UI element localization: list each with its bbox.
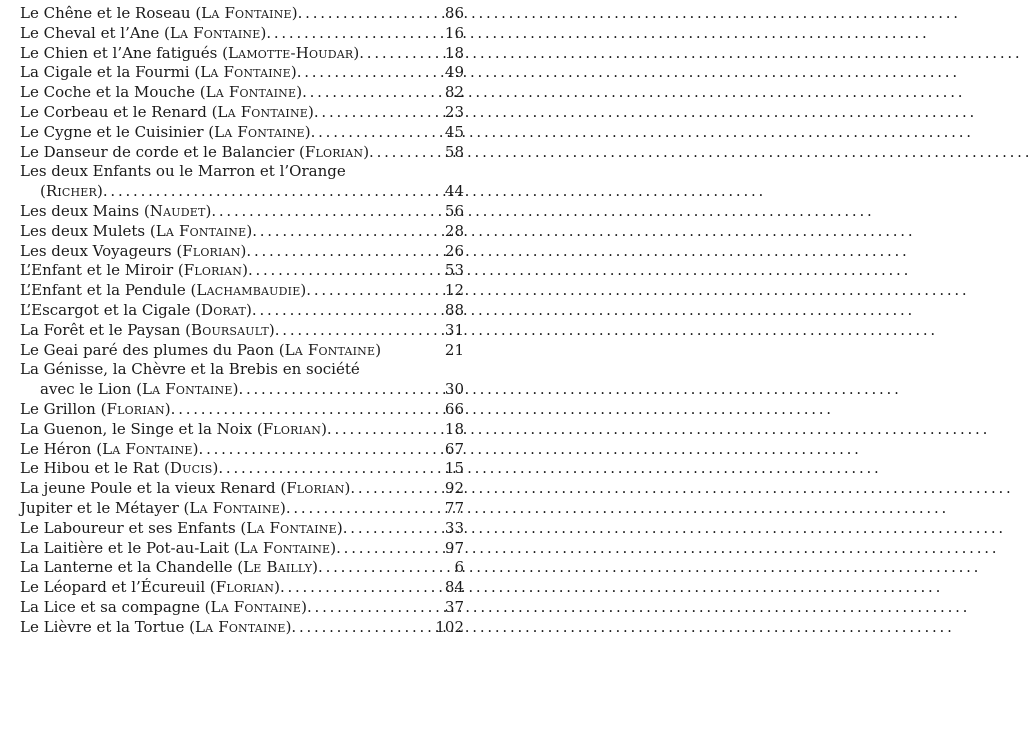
entry-page: 37 — [444, 597, 464, 616]
entry-title: Le Chien et l’Ane fatigués — [20, 43, 218, 62]
entry-page: 86 — [444, 4, 464, 22]
entry-title: Le Chêne et le Roseau — [20, 4, 191, 22]
index-entry: Le Lièvre et la Tortue (La Fontaine) . . . 102 — [20, 618, 468, 638]
entry-author: Florian — [304, 142, 364, 161]
entry-author: La Fontaine — [102, 439, 193, 458]
entry-page: 97 — [444, 538, 464, 557]
dot-leader — [248, 261, 424, 281]
dot-leader — [103, 182, 424, 202]
entry-title: Les deux Enfants ou le Marron et l’Orange — [20, 162, 346, 181]
entry-title: La Lice et sa compagne — [20, 597, 200, 616]
entry-title: Le Hibou et le Rat — [20, 459, 160, 478]
entry-author: La Fontaine — [155, 221, 247, 240]
entry-title: Le Coche et la Mouche — [20, 83, 195, 102]
dot-leader — [336, 539, 424, 559]
dot-leader — [286, 499, 424, 519]
entry-page: 45 — [444, 122, 464, 141]
entry-title: L’Escargot et la Cigale — [20, 300, 191, 319]
entry-page: 31 — [444, 320, 464, 339]
index-entry-line2: avec le Lion (La Fontaine) . . . 30 — [20, 380, 468, 400]
index-entry: Le Coche et la Mouche (La Fontaine) . . . 82 — [20, 83, 468, 103]
entry-author: La Fontaine — [200, 63, 291, 82]
dot-leader — [199, 440, 424, 460]
entry-page: 88 — [444, 300, 464, 319]
entry-page: 58 — [444, 142, 464, 161]
entry-page: 18 — [444, 419, 464, 438]
entry-page: 82 — [444, 83, 464, 102]
index-entry-line1 — [20, 360, 468, 380]
dot-leader — [291, 618, 424, 638]
entry-page: 77 — [444, 498, 464, 517]
entry-title: La Génisse, la Chèvre et la Brebis en société — [20, 360, 360, 379]
entry-title: L’Enfant et le Miroir — [20, 261, 174, 280]
entry-title: Les deux Mains — [20, 201, 140, 220]
entry-author: Florian — [262, 419, 322, 438]
dot-leader — [327, 420, 424, 440]
entry-author: La Fontaine — [246, 518, 337, 537]
dot-leader — [246, 242, 424, 262]
index-entry: Les deux Mains (Naudet) . . . 56 — [20, 202, 468, 222]
entry-author: Le Bailly — [243, 558, 313, 577]
entry-title: Les deux Voyageurs — [20, 241, 172, 260]
index-entry: Le Corbeau et le Renard (La Fontaine) . . . 23 — [20, 103, 468, 123]
entry-title: Le Corbeau et le Renard — [20, 102, 207, 121]
dot-leader — [280, 578, 424, 598]
entry-title: Le Grillon — [20, 399, 96, 418]
entry-author: Boursault — [191, 320, 269, 339]
index-entry: La Laitière et le Pot-au-Lait (La Fontaine) . . . 97 — [20, 539, 468, 559]
entry-title-continued: avec le Lion — [40, 380, 132, 399]
entry-title: Le Cygne et le Cuisinier — [20, 122, 204, 141]
entry-page: 23 — [444, 102, 464, 121]
entry-page: 15 — [444, 459, 464, 478]
entry-title: La Laitière et le Pot-au-Lait — [20, 538, 230, 557]
entry-page: 49 — [444, 63, 464, 82]
entry-author: Florian — [183, 261, 243, 280]
index-entry: Le Chien et l’Ane fatigués (Lamotte-Houdar) . . . 18 — [20, 44, 468, 64]
entry-title: La Lanterne et la Chandelle — [20, 558, 233, 577]
entry-title: Les deux Mulets — [20, 221, 146, 240]
entry-title: La Cigale et la Fourmi — [20, 63, 190, 82]
entry-page: 84 — [444, 578, 464, 597]
entry-author: Lachambaudie — [196, 281, 301, 300]
entry-page: 92 — [444, 479, 464, 498]
entry-title: La jeune Poule et la vieux Renard — [20, 479, 276, 498]
index-entry: Le Chêne et le Roseau (La Fontaine) . . . 86 — [20, 4, 468, 24]
entry-author: La Fontaine — [201, 4, 292, 22]
index-entry: La Forêt et le Paysan (Boursault) . . . 31 — [20, 321, 468, 341]
index-entry: Jupiter et le Métayer (La Fontaine) . . . 77 — [20, 499, 468, 519]
entry-author: La Fontaine — [214, 122, 305, 141]
entry-page: 18 — [444, 43, 464, 62]
index-entry: La jeune Poule et la vieux Renard (Florian) . . . 92 — [20, 479, 468, 499]
dot-leader — [350, 479, 424, 499]
dot-leader — [359, 44, 424, 64]
index-entry: Le Geai paré des plumes du Paon (La Fontaine) 21 — [20, 341, 468, 361]
entry-title: Le Geai paré des plumes du Paon — [20, 340, 274, 359]
entry-author: Florian — [215, 578, 275, 597]
entry-author: Lamotte-Houdar — [228, 43, 354, 62]
entry-author: Florian — [182, 241, 241, 260]
entry-page: 66 — [444, 399, 464, 418]
entry-title: Le Cheval et l’Ane — [20, 23, 160, 42]
entry-page: 53 — [444, 261, 464, 280]
entry-title: L’Enfant et la Pendule — [20, 281, 186, 300]
dot-leader — [298, 4, 424, 24]
entry-page: 56 — [444, 201, 464, 220]
entry-title: Le Léopard et l’Écureuil — [20, 578, 206, 597]
index-entry: La Lice et sa compagne (La Fontaine) . . . 37 — [20, 598, 468, 618]
dot-leader — [306, 281, 424, 301]
entry-page: 44 — [444, 182, 464, 201]
index-entry: Les deux Mulets (La Fontaine) . . . 28 — [20, 222, 468, 242]
entry-author: La Fontaine — [217, 102, 309, 121]
entry-author: Florian — [286, 479, 345, 498]
entry-author: Florian — [106, 399, 165, 418]
dot-leader — [302, 83, 424, 103]
dot-leader — [311, 123, 424, 143]
index-entry-line2: (Richer) . . . 44 — [20, 182, 468, 202]
index-entry: Le Cheval et l’Ane (La Fontaine) . . . 16 — [20, 24, 468, 44]
entry-title: La Guenon, le Singe et la Noix — [20, 419, 253, 438]
entry-title: Jupiter et le Métayer — [20, 498, 179, 517]
dot-leader — [218, 459, 424, 479]
dot-leader — [171, 400, 424, 420]
entry-author: Naudet — [149, 201, 206, 220]
entry-page: 16 — [444, 23, 464, 42]
entry-page: 30 — [444, 380, 464, 399]
dot-leader — [369, 143, 424, 163]
index-entry: Le Danseur de corde et le Balancier (Florian) . . . 58 — [20, 143, 468, 163]
dot-leader — [211, 202, 424, 222]
index-entry: Le Léopard et l’Écureuil (Florian) . . . 84 — [20, 578, 468, 598]
entry-author: La Fontaine — [169, 23, 261, 42]
entry-author: La Fontaine — [205, 83, 297, 102]
entry-page: 33 — [444, 518, 464, 537]
dot-leader — [307, 598, 424, 618]
dot-leader — [266, 24, 424, 44]
entry-page: 28 — [444, 221, 464, 240]
entry-title: La Forêt et le Paysan — [20, 320, 181, 339]
index-entry: Le Laboureur et ses Enfants (La Fontaine) . . . 33 — [20, 519, 468, 539]
entry-title: Le Danseur de corde et le Balancier — [20, 142, 295, 161]
index-entry: L’Escargot et la Cigale (Dorat) . . . 88 — [20, 301, 468, 321]
entry-page: 102 — [435, 617, 464, 636]
index-entry: Les deux Voyageurs (Florian) . . . 26 — [20, 242, 468, 262]
index-entry-line1 — [20, 162, 468, 182]
entry-author: Richer — [45, 182, 98, 201]
index-entry: Le Grillon (Florian) . . . 66 — [20, 400, 468, 420]
index-entry: L’Enfant et le Miroir (Florian) . . . 53 — [20, 261, 468, 281]
index-entry: La Guenon, le Singe et la Noix (Florian) . . . 18 — [20, 420, 468, 440]
entry-author: La Fontaine — [189, 498, 280, 517]
entry-author: La Fontaine — [141, 380, 233, 399]
dot-leader — [314, 103, 424, 123]
entry-author: La Fontaine — [194, 617, 286, 636]
entry-page: 21 — [444, 340, 464, 359]
entry-page: 12 — [444, 281, 464, 300]
entry-page: 26 — [444, 241, 464, 260]
index-entry: La Cigale et la Fourmi (La Fontaine) . . . 49 — [20, 63, 468, 83]
dot-leader — [343, 519, 424, 539]
entry-title: Le Laboureur et ses Enfants — [20, 518, 236, 537]
dot-leader — [238, 380, 424, 400]
entry-page: 67 — [444, 439, 464, 458]
dot-leader — [318, 558, 424, 578]
entry-author: Ducis — [169, 459, 213, 478]
entry-title: Le Lièvre et la Tortue — [20, 617, 185, 636]
index-entry: La Lanterne et la Chandelle (Le Bailly) . . . 6 — [20, 558, 468, 578]
index-entry: L’Enfant et la Pendule (Lachambaudie) . . . 12 — [20, 281, 468, 301]
index-entry: Le Héron (La Fontaine) . . . 67 — [20, 440, 468, 460]
entry-author: La Fontaine — [210, 597, 302, 616]
entry-author: Dorat — [201, 300, 247, 319]
entry-author: La Fontaine — [284, 340, 376, 359]
entry-page: 6 — [454, 558, 464, 577]
dot-leader — [297, 63, 424, 83]
index-entry: Le Hibou et le Rat (Ducis) . . . 15 — [20, 459, 468, 479]
fable-index-list — [20, 4, 468, 638]
entry-author: La Fontaine — [239, 538, 331, 557]
dot-leader — [275, 321, 424, 341]
index-entry: Le Cygne et le Cuisinier (La Fontaine) . . . 45 — [20, 123, 468, 143]
entry-title: Le Héron — [20, 439, 92, 458]
dot-leader — [252, 222, 424, 242]
dot-leader — [252, 301, 424, 321]
